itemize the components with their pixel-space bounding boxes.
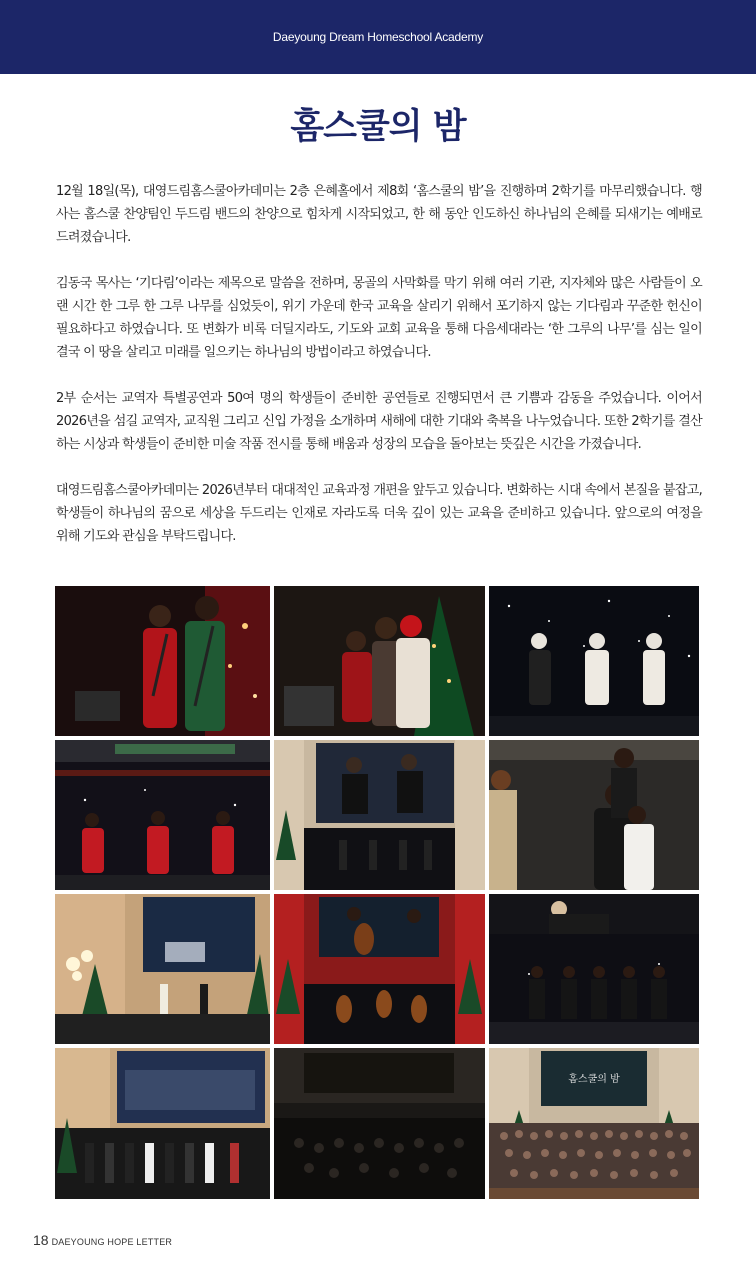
photo-violin-ensemble (489, 894, 699, 1044)
publication-name: DAEYOUNG HOPE LETTER (51, 1237, 173, 1247)
photo-violin-lesson (489, 740, 699, 890)
photo-staff-introduction (55, 1048, 270, 1199)
photo-group-picture (489, 1048, 699, 1199)
paragraph-3: 2부 순서는 교역자 특별공연과 50여 명의 학생들이 준비한 공연들로 진행되면서 큰 기쁨과 감동을 주었습니다. 이어서 2026년을 섬길 교역자, 교직원 그리고 신입 가정을 소개하며 새해에 대한 기대와 축복을 나누었습니다. 또한 2학기를 결산하는 시상과 학생들이 준비한 미술 작품 전시를 통해 배움과 성장의 모습을 돌아보는 뜻깊은 시간을 가졌습니다. (56, 391, 702, 452)
photo-flute-screen (274, 740, 485, 890)
academy-name: Daeyoung Dream Homeschool Academy (272, 30, 484, 44)
photo-flute-duet (55, 586, 270, 736)
photo-violin-girls (274, 586, 485, 736)
paragraph-1: 12월 18일(목), 대영드림홈스쿨아카데미는 2층 은혜홀에서 제8회 ‘홈스쿨의 밤’을 진행하며 2학기를 마무리했습니다. 행사는 홈스쿨 찬양팀인 두드림 밴드의 찬양으로 힘차게 시작되었고, 한 해 동안 인도하신 하나님의 은혜를 되새기는 예배로 드려졌습니다. (56, 184, 702, 245)
page-footer (33, 1232, 172, 1248)
photo-violin-trio-red (55, 740, 270, 890)
photo-orchestra (274, 1048, 485, 1199)
article-body (56, 180, 702, 571)
photo-cello-quartet (274, 894, 485, 1044)
photo-worship-stage (55, 894, 270, 1044)
photo-gallery (55, 586, 699, 1199)
paragraph-2: 김동국 목사는 ‘기다림’이라는 제목으로 말씀을 전하며, 몽골의 사막화를 막기 위해 여러 기관, 지자체와 많은 사람들이 오랜 시간 한 그루 한 그루 나무를 심었듯이, 위기 가운데 한국 교육을 살리기 위해서 포기하지 않는 기다림과 꾸준한 헌신이 필요하다고 하였습니다. 또 변화가 비록 더딜지라도, 기도와 교회 교육을 통해 다음세대라는 ‘한 그루의 나무’를 심는 일이 결국 이 땅을 살리고 미래를 일으키는 하나님의 방법이라고 하였습니다. (56, 276, 702, 360)
photo-violin-trio-stars (489, 586, 699, 736)
page-number: 18 (33, 1232, 49, 1248)
paragraph-4: 대영드림홈스쿨아카데미는 2026년부터 대대적인 교육과정 개편을 앞두고 있습니다. 변화하는 시대 속에서 본질을 붙잡고, 학생들이 하나님의 꿈으로 세상을 두드리는 인재로 자라도록 더욱 깊이 있는 교육을 준비하고 있습니다. 앞으로의 여정을 위해 기도와 관심을 부탁드립니다. (56, 483, 702, 544)
svg-text:홈스쿨의 밤: 홈스쿨의 밤 (568, 1074, 620, 1085)
page-title: 홈스쿨의 밤 (290, 107, 466, 147)
top-banner (0, 0, 756, 74)
